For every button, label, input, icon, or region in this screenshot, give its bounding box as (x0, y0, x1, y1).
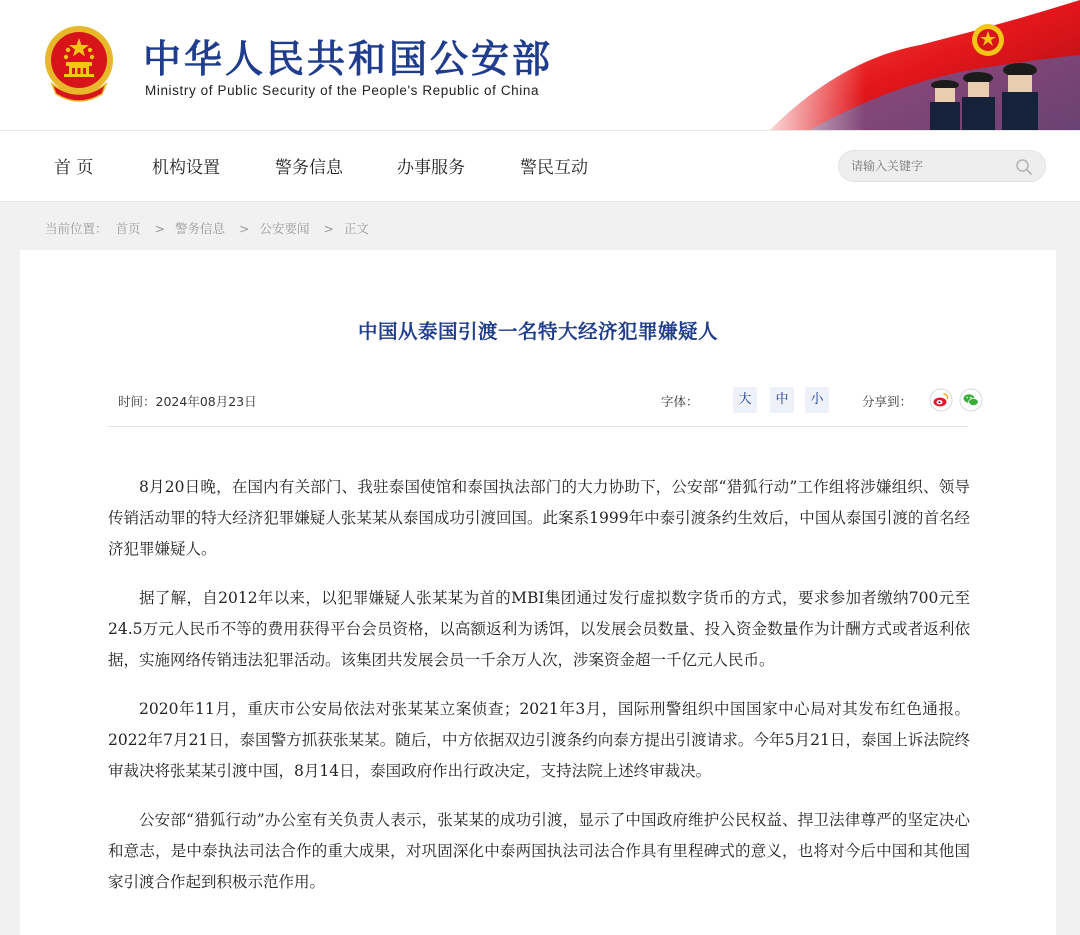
breadcrumb-home-link[interactable]: 首页 (115, 221, 141, 236)
site-header (0, 0, 1080, 130)
article-paragraph: 2020年11月，重庆市公安局依法对张某某立案侦查；2021年3月，国际刑警组织中国国家中心局对其发布红色通报。2022年7月21日，泰国警方抓获张某某。随后，中方依据双边引渡条约向泰方提出引渡请求。今年5月21日，泰国上诉法院终审裁决将张某某引渡中国，8月14日，泰国政府作出行政决定，支持法院上述终审裁决。 (108, 700, 970, 780)
breadcrumb-police-info-link[interactable]: 警务信息 (174, 221, 225, 236)
police-banner-image (750, 0, 1080, 130)
share-label: 分享到： (862, 394, 913, 409)
publish-time-label: 时间： (118, 394, 156, 409)
breadcrumb-news-link[interactable]: 公安要闻 (259, 221, 310, 236)
meta-divider (108, 426, 968, 427)
nav-item-interaction[interactable]: 警民互动 (520, 158, 588, 178)
nav-item-home[interactable]: 首 页 (54, 158, 94, 178)
publish-time-value: 2024年08月23日 (155, 394, 257, 409)
site-subtitle: Ministry of Public Security of the People's Republic of China (145, 83, 540, 98)
search-box (838, 150, 1046, 182)
font-size-small-button[interactable]: 小 (805, 387, 829, 413)
article-paragraph: 据了解，自2012年以来，以犯罪嫌疑人张某某为首的MBI集团通过发行虚拟数字货币的方式，要求参加者缴纳700元至24.5万元人民币不等的费用获得平台会员资格，以高额返利为诱饵，以发展会员数量、投入资金数量作为计酬方式或者返利依据，实施网络传销违法犯罪活动。该集团共发展会员一千余万人次，涉案资金超一千亿元人民币。 (108, 589, 970, 669)
national-emblem-icon[interactable] (42, 24, 116, 102)
search-icon[interactable] (1015, 158, 1033, 176)
article-paragraph: 8月20日晚，在国内有关部门、我驻泰国使馆和泰国执法部门的大力协助下，公安部“猎狐行动”工作组将涉嫌组织、领导传销活动罪的特大经济犯罪嫌疑人张某某从泰国成功引渡回国。此案系1999年中泰引渡条约生效后，中国从泰国引渡的首名经济犯罪嫌疑人。 (108, 478, 970, 558)
font-size-large-button[interactable]: 大 (733, 387, 757, 413)
font-size-medium-button[interactable]: 中 (770, 387, 794, 413)
search-input[interactable] (851, 151, 1011, 181)
article-card (20, 250, 1056, 935)
breadcrumb-current: 正文 (343, 221, 369, 236)
breadcrumb (45, 219, 373, 237)
breadcrumb-separator: > (154, 221, 165, 236)
article-body (108, 472, 970, 916)
breadcrumb-separator: > (238, 221, 250, 236)
site-title: 中华人民共和国公安部 (143, 37, 554, 81)
main-nav (0, 130, 1080, 202)
weibo-icon[interactable] (929, 388, 953, 412)
article-meta (108, 383, 968, 417)
font-size-label: 字体： (661, 394, 699, 409)
nav-item-organization[interactable]: 机构设置 (152, 158, 220, 178)
breadcrumb-separator: > (323, 221, 334, 236)
article-title: 中国从泰国引渡一名特大经济犯罪嫌疑人 (357, 320, 718, 343)
nav-item-police-info[interactable]: 警务信息 (275, 158, 343, 178)
publish-time (118, 392, 257, 410)
breadcrumb-prefix: 当前位置： (45, 221, 108, 236)
wechat-icon[interactable] (959, 388, 983, 412)
nav-item-services[interactable]: 办事服务 (397, 158, 465, 178)
article-paragraph: 公安部“猎狐行动”办公室有关负责人表示，张某某的成功引渡，显示了中国政府维护公民权益、捍卫法律尊严的坚定决心和意志，是中泰执法司法合作的重大成果，对巩固深化中泰两国执法司法合作具有里程碑式的意义，也将对今后中国和其他国家引渡合作起到积极示范作用。 (108, 811, 970, 891)
